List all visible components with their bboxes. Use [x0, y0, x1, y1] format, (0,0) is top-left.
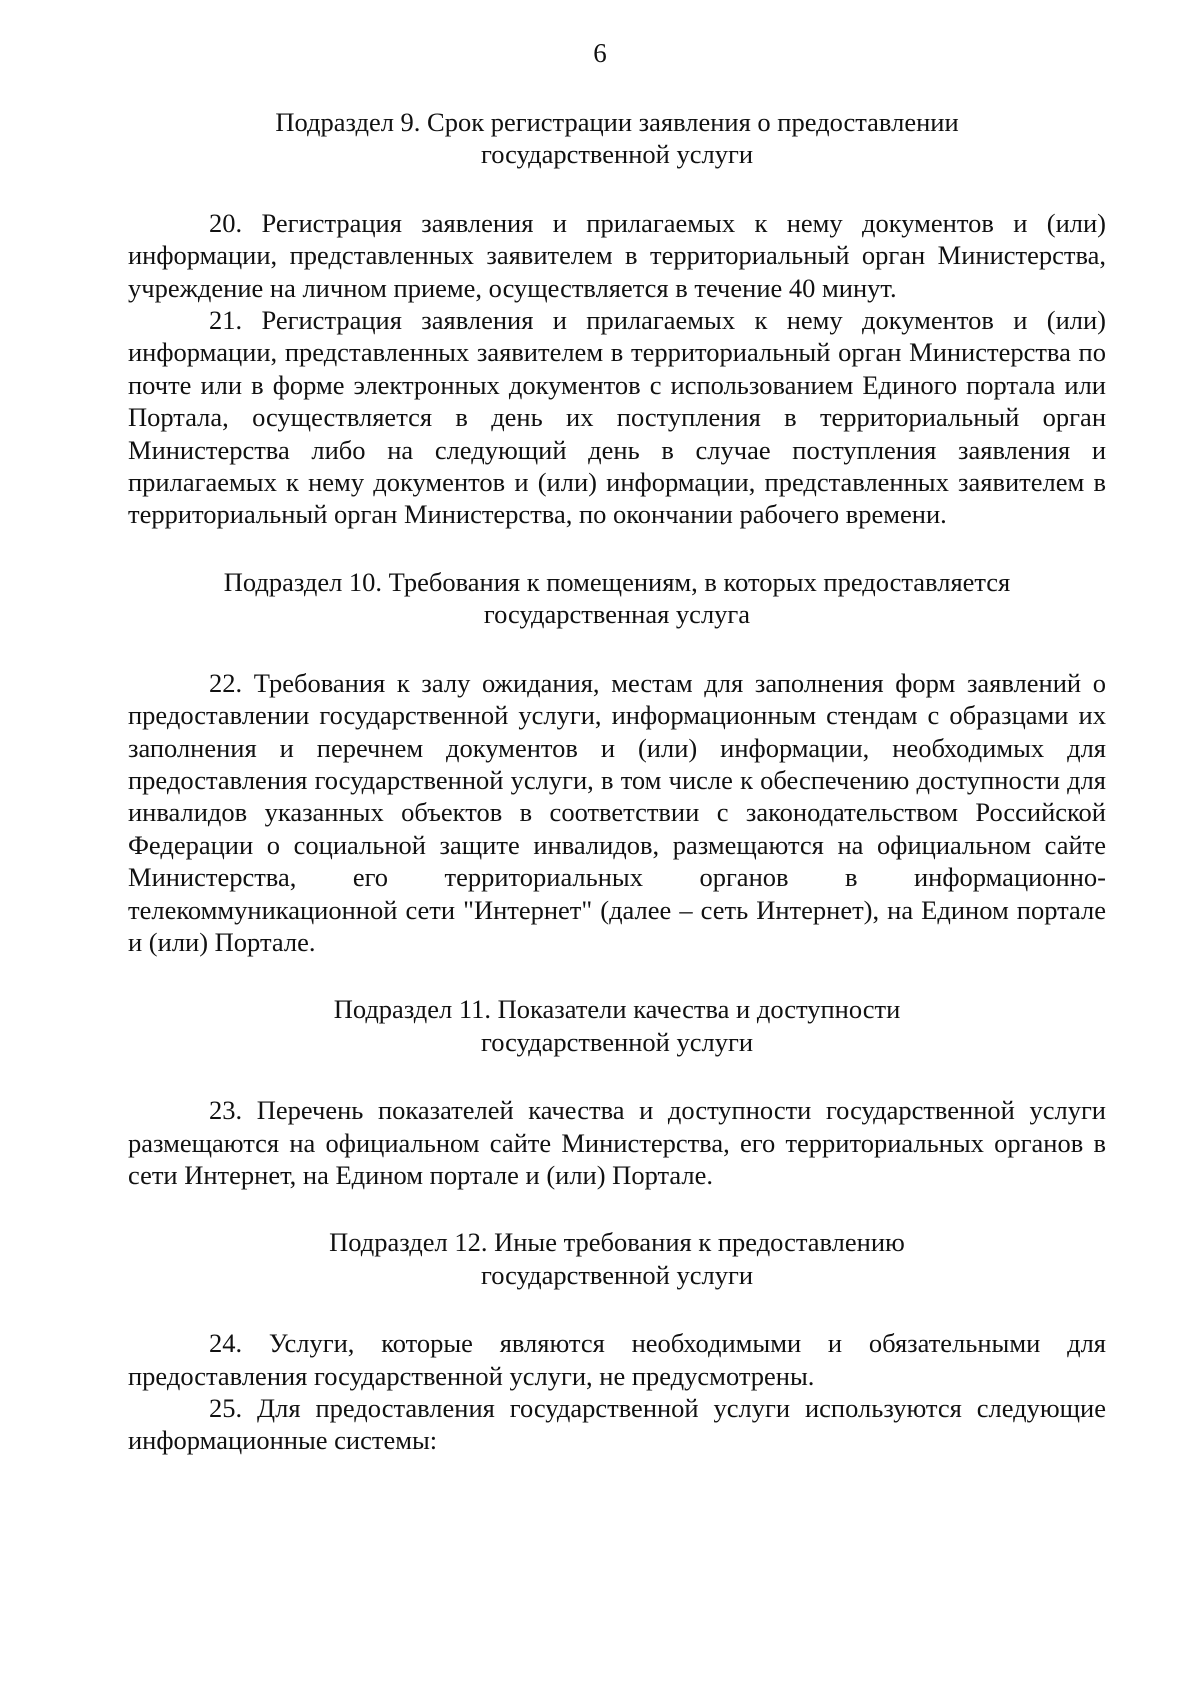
heading-line: государственной услуги: [480, 139, 754, 170]
section-heading-12: [128, 1226, 1106, 1291]
heading-line: государственной услуги: [480, 1259, 754, 1290]
paragraph-20: 20. Регистрация заявления и прилагаемых к нему документов и (или) информации, представленных заявителем в территориальный орган Министерства, учреждение на личном приеме, осуществляется в течение 40 минут.: [128, 207, 1106, 303]
section-heading-9: [128, 106, 1106, 171]
paragraph-22: 22. Требования к залу ожидания, местам для заполнения форм заявлений о предоставлении государственной услуги, информационным стендам с образцами их заполнения и перечнем документов и (или) информации, необходимых для предоставления государственной услуги, в том числе к обеспечению доступности для инвалидов указанных объектов в соответствии с законодательством Российской Федерации о социальной защите инвалидов, размещаются на официальном сайте Министерства, его территориальных органов в информационно-телекоммуникационной сети "Интернет" (далее – сеть Интернет), на Едином портале и (или) Портале.: [128, 667, 1106, 957]
section-heading-11: [128, 993, 1106, 1058]
document-body: [128, 106, 1106, 1457]
section-heading-10: [128, 566, 1106, 631]
heading-line: Подраздел 11. Показатели качества и доступности: [333, 994, 901, 1025]
heading-line: государственной услуги: [480, 1026, 754, 1057]
paragraph-24: 24. Услуги, которые являются необходимыми и обязательными для предоставления государственной услуги, не предусмотрены.: [128, 1328, 1106, 1391]
heading-line: Подраздел 10. Требования к помещениям, в которых предоставляется: [223, 566, 1011, 597]
heading-line: Подраздел 12. Иные требования к предоставлению: [329, 1227, 905, 1258]
heading-line: Подраздел 9. Срок регистрации заявления о предоставлении: [275, 107, 959, 137]
paragraph-21: 21. Регистрация заявления и прилагаемых к нему документов и (или) информации, представленных заявителем в территориальный орган Министерства по почте или в форме электронных документов с использованием Единого портала или Портала, осуществляется в день их поступления в территориальный орган Министерства либо на следующий день в случае поступления заявления и прилагаемых к нему документов и (или) информации, представленных заявителем в территориальный орган Министерства, по окончании рабочего времени.: [128, 305, 1106, 530]
heading-line: государственная услуга: [483, 599, 751, 630]
paragraph-25: 25. Для предоставления государственной услуги используются следующие информационные системы:: [128, 1393, 1106, 1456]
paragraph-23: 23. Перечень показателей качества и доступности государственной услуги размещаются на официальном сайте Министерства, его территориальных органов в сети Интернет, на Едином портале и (или) Портале.: [128, 1095, 1106, 1190]
page-number: 6: [593, 38, 607, 68]
